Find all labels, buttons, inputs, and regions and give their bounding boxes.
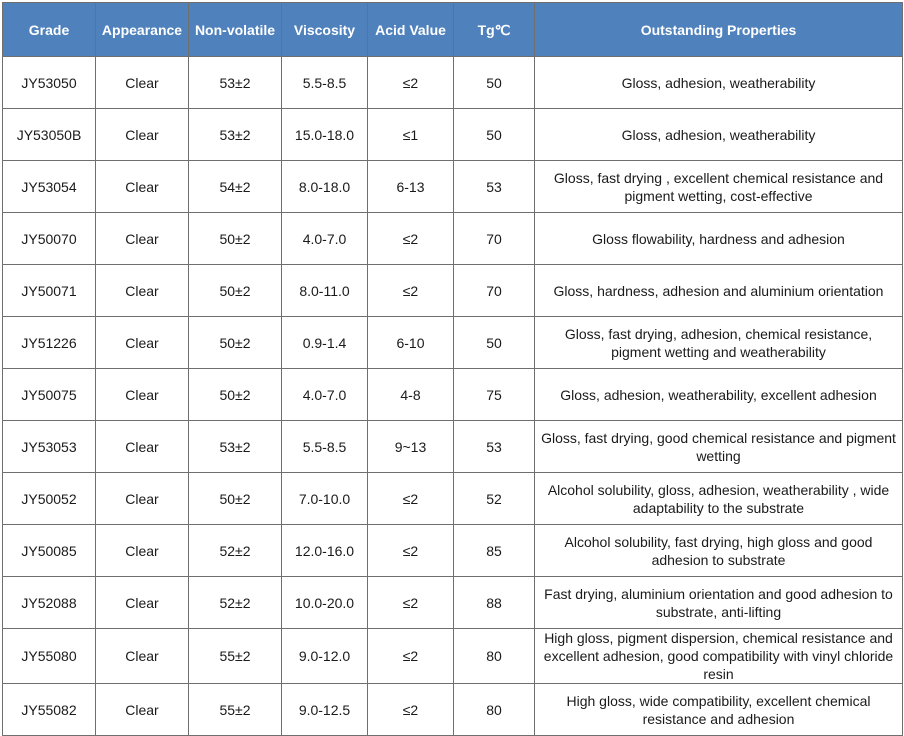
cell-non-volatile: 53±2 <box>189 421 282 473</box>
cell-non-volatile: 50±2 <box>189 369 282 421</box>
cell-non-volatile: 50±2 <box>189 473 282 525</box>
cell-outstanding-properties: Fast drying, aluminium orientation and good adhesion to substrate, anti-lifting <box>535 577 903 629</box>
cell-outstanding-properties: Alcohol solubility, fast drying, high gloss and good adhesion to substrate <box>535 525 903 577</box>
cell-viscosity: 10.0-20.0 <box>282 577 368 629</box>
cell-grade: JY53050 <box>3 57 96 109</box>
cell-outstanding-properties: Gloss, fast drying , excellent chemical resistance and pigment wetting, cost-effective <box>535 161 903 213</box>
cell-appearance: Clear <box>96 213 189 265</box>
header-outstanding-properties: Outstanding Properties <box>535 3 903 57</box>
cell-outstanding-properties: Gloss, fast drying, adhesion, chemical resistance, pigment wetting and weatherability <box>535 317 903 369</box>
cell-grade: JY53053 <box>3 421 96 473</box>
cell-viscosity: 7.0-10.0 <box>282 473 368 525</box>
cell-tg: 50 <box>454 109 535 161</box>
table-row <box>3 213 903 265</box>
cell-viscosity: 5.5-8.5 <box>282 421 368 473</box>
cell-grade: JY51226 <box>3 317 96 369</box>
cell-tg: 80 <box>454 684 535 736</box>
table-row <box>3 109 903 161</box>
cell-acid-value: ≤2 <box>368 265 454 317</box>
cell-acid-value: 6-13 <box>368 161 454 213</box>
table-header <box>3 3 903 57</box>
cell-acid-value: 4-8 <box>368 369 454 421</box>
cell-viscosity: 15.0-18.0 <box>282 109 368 161</box>
cell-appearance: Clear <box>96 473 189 525</box>
cell-outstanding-properties: Gloss, fast drying, good chemical resistance and pigment wetting <box>535 421 903 473</box>
cell-non-volatile: 50±2 <box>189 265 282 317</box>
cell-tg: 80 <box>454 629 535 684</box>
cell-grade: JY50075 <box>3 369 96 421</box>
cell-acid-value: ≤2 <box>368 684 454 736</box>
cell-outstanding-properties: Gloss, adhesion, weatherability, excellent adhesion <box>535 369 903 421</box>
header-non-volatile: Non-volatile <box>189 3 282 57</box>
cell-grade: JY55082 <box>3 684 96 736</box>
header-grade: Grade <box>3 3 96 57</box>
cell-tg: 52 <box>454 473 535 525</box>
cell-tg: 53 <box>454 421 535 473</box>
cell-viscosity: 9.0-12.5 <box>282 684 368 736</box>
cell-tg: 70 <box>454 265 535 317</box>
cell-viscosity: 5.5-8.5 <box>282 57 368 109</box>
cell-tg: 88 <box>454 577 535 629</box>
cell-acid-value: ≤1 <box>368 109 454 161</box>
cell-appearance: Clear <box>96 317 189 369</box>
cell-appearance: Clear <box>96 421 189 473</box>
cell-appearance: Clear <box>96 57 189 109</box>
cell-viscosity: 8.0-18.0 <box>282 161 368 213</box>
table-row <box>3 317 903 369</box>
table-row <box>3 525 903 577</box>
cell-appearance: Clear <box>96 684 189 736</box>
table-row <box>3 161 903 213</box>
cell-appearance: Clear <box>96 629 189 684</box>
cell-viscosity: 12.0-16.0 <box>282 525 368 577</box>
cell-acid-value: ≤2 <box>368 629 454 684</box>
cell-acid-value: ≤2 <box>368 525 454 577</box>
cell-non-volatile: 53±2 <box>189 109 282 161</box>
cell-non-volatile: 52±2 <box>189 577 282 629</box>
cell-non-volatile: 55±2 <box>189 629 282 684</box>
cell-viscosity: 9.0-12.0 <box>282 629 368 684</box>
cell-acid-value: ≤2 <box>368 473 454 525</box>
cell-grade: JY53050B <box>3 109 96 161</box>
cell-non-volatile: 53±2 <box>189 57 282 109</box>
table-row <box>3 629 903 684</box>
cell-appearance: Clear <box>96 525 189 577</box>
cell-tg: 70 <box>454 213 535 265</box>
cell-viscosity: 4.0-7.0 <box>282 213 368 265</box>
cell-outstanding-properties: Alcohol solubility, gloss, adhesion, weatherability , wide adaptability to the substrate <box>535 473 903 525</box>
cell-acid-value: ≤2 <box>368 213 454 265</box>
cell-appearance: Clear <box>96 265 189 317</box>
header-viscosity: Viscosity <box>282 3 368 57</box>
cell-acid-value: 6-10 <box>368 317 454 369</box>
table-row <box>3 369 903 421</box>
header-appearance: Appearance <box>96 3 189 57</box>
cell-non-volatile: 50±2 <box>189 213 282 265</box>
cell-grade: JY50071 <box>3 265 96 317</box>
cell-grade: JY53054 <box>3 161 96 213</box>
cell-tg: 85 <box>454 525 535 577</box>
cell-non-volatile: 50±2 <box>189 317 282 369</box>
cell-appearance: Clear <box>96 369 189 421</box>
cell-viscosity: 0.9-1.4 <box>282 317 368 369</box>
cell-viscosity: 8.0-11.0 <box>282 265 368 317</box>
cell-grade: JY50052 <box>3 473 96 525</box>
cell-tg: 50 <box>454 57 535 109</box>
table-body <box>3 57 903 736</box>
cell-outstanding-properties: Gloss, adhesion, weatherability <box>535 57 903 109</box>
cell-tg: 75 <box>454 369 535 421</box>
cell-outstanding-properties: Gloss, adhesion, weatherability <box>535 109 903 161</box>
cell-acid-value: ≤2 <box>368 577 454 629</box>
cell-grade: JY50070 <box>3 213 96 265</box>
cell-grade: JY55080 <box>3 629 96 684</box>
header-row <box>3 3 903 57</box>
resin-spec-table <box>2 2 903 736</box>
table-row <box>3 421 903 473</box>
cell-non-volatile: 54±2 <box>189 161 282 213</box>
header-tg: Tg℃ <box>454 3 535 57</box>
cell-viscosity: 4.0-7.0 <box>282 369 368 421</box>
cell-acid-value: 9~13 <box>368 421 454 473</box>
table-row <box>3 473 903 525</box>
cell-appearance: Clear <box>96 109 189 161</box>
cell-outstanding-properties: High gloss, pigment dispersion, chemical resistance and excellent adhesion, good compatibility with vinyl chloride resin <box>535 629 903 684</box>
cell-outstanding-properties: High gloss, wide compatibility, excellent chemical resistance and adhesion <box>535 684 903 736</box>
cell-grade: JY50085 <box>3 525 96 577</box>
cell-tg: 50 <box>454 317 535 369</box>
table-row <box>3 57 903 109</box>
cell-non-volatile: 52±2 <box>189 525 282 577</box>
cell-non-volatile: 55±2 <box>189 684 282 736</box>
cell-appearance: Clear <box>96 577 189 629</box>
table-row <box>3 577 903 629</box>
cell-appearance: Clear <box>96 161 189 213</box>
cell-outstanding-properties: Gloss, hardness, adhesion and aluminium orientation <box>535 265 903 317</box>
cell-tg: 53 <box>454 161 535 213</box>
cell-acid-value: ≤2 <box>368 57 454 109</box>
cell-grade: JY52088 <box>3 577 96 629</box>
header-acid-value: Acid Value <box>368 3 454 57</box>
table-row <box>3 265 903 317</box>
cell-outstanding-properties: Gloss flowability, hardness and adhesion <box>535 213 903 265</box>
table-row <box>3 684 903 736</box>
